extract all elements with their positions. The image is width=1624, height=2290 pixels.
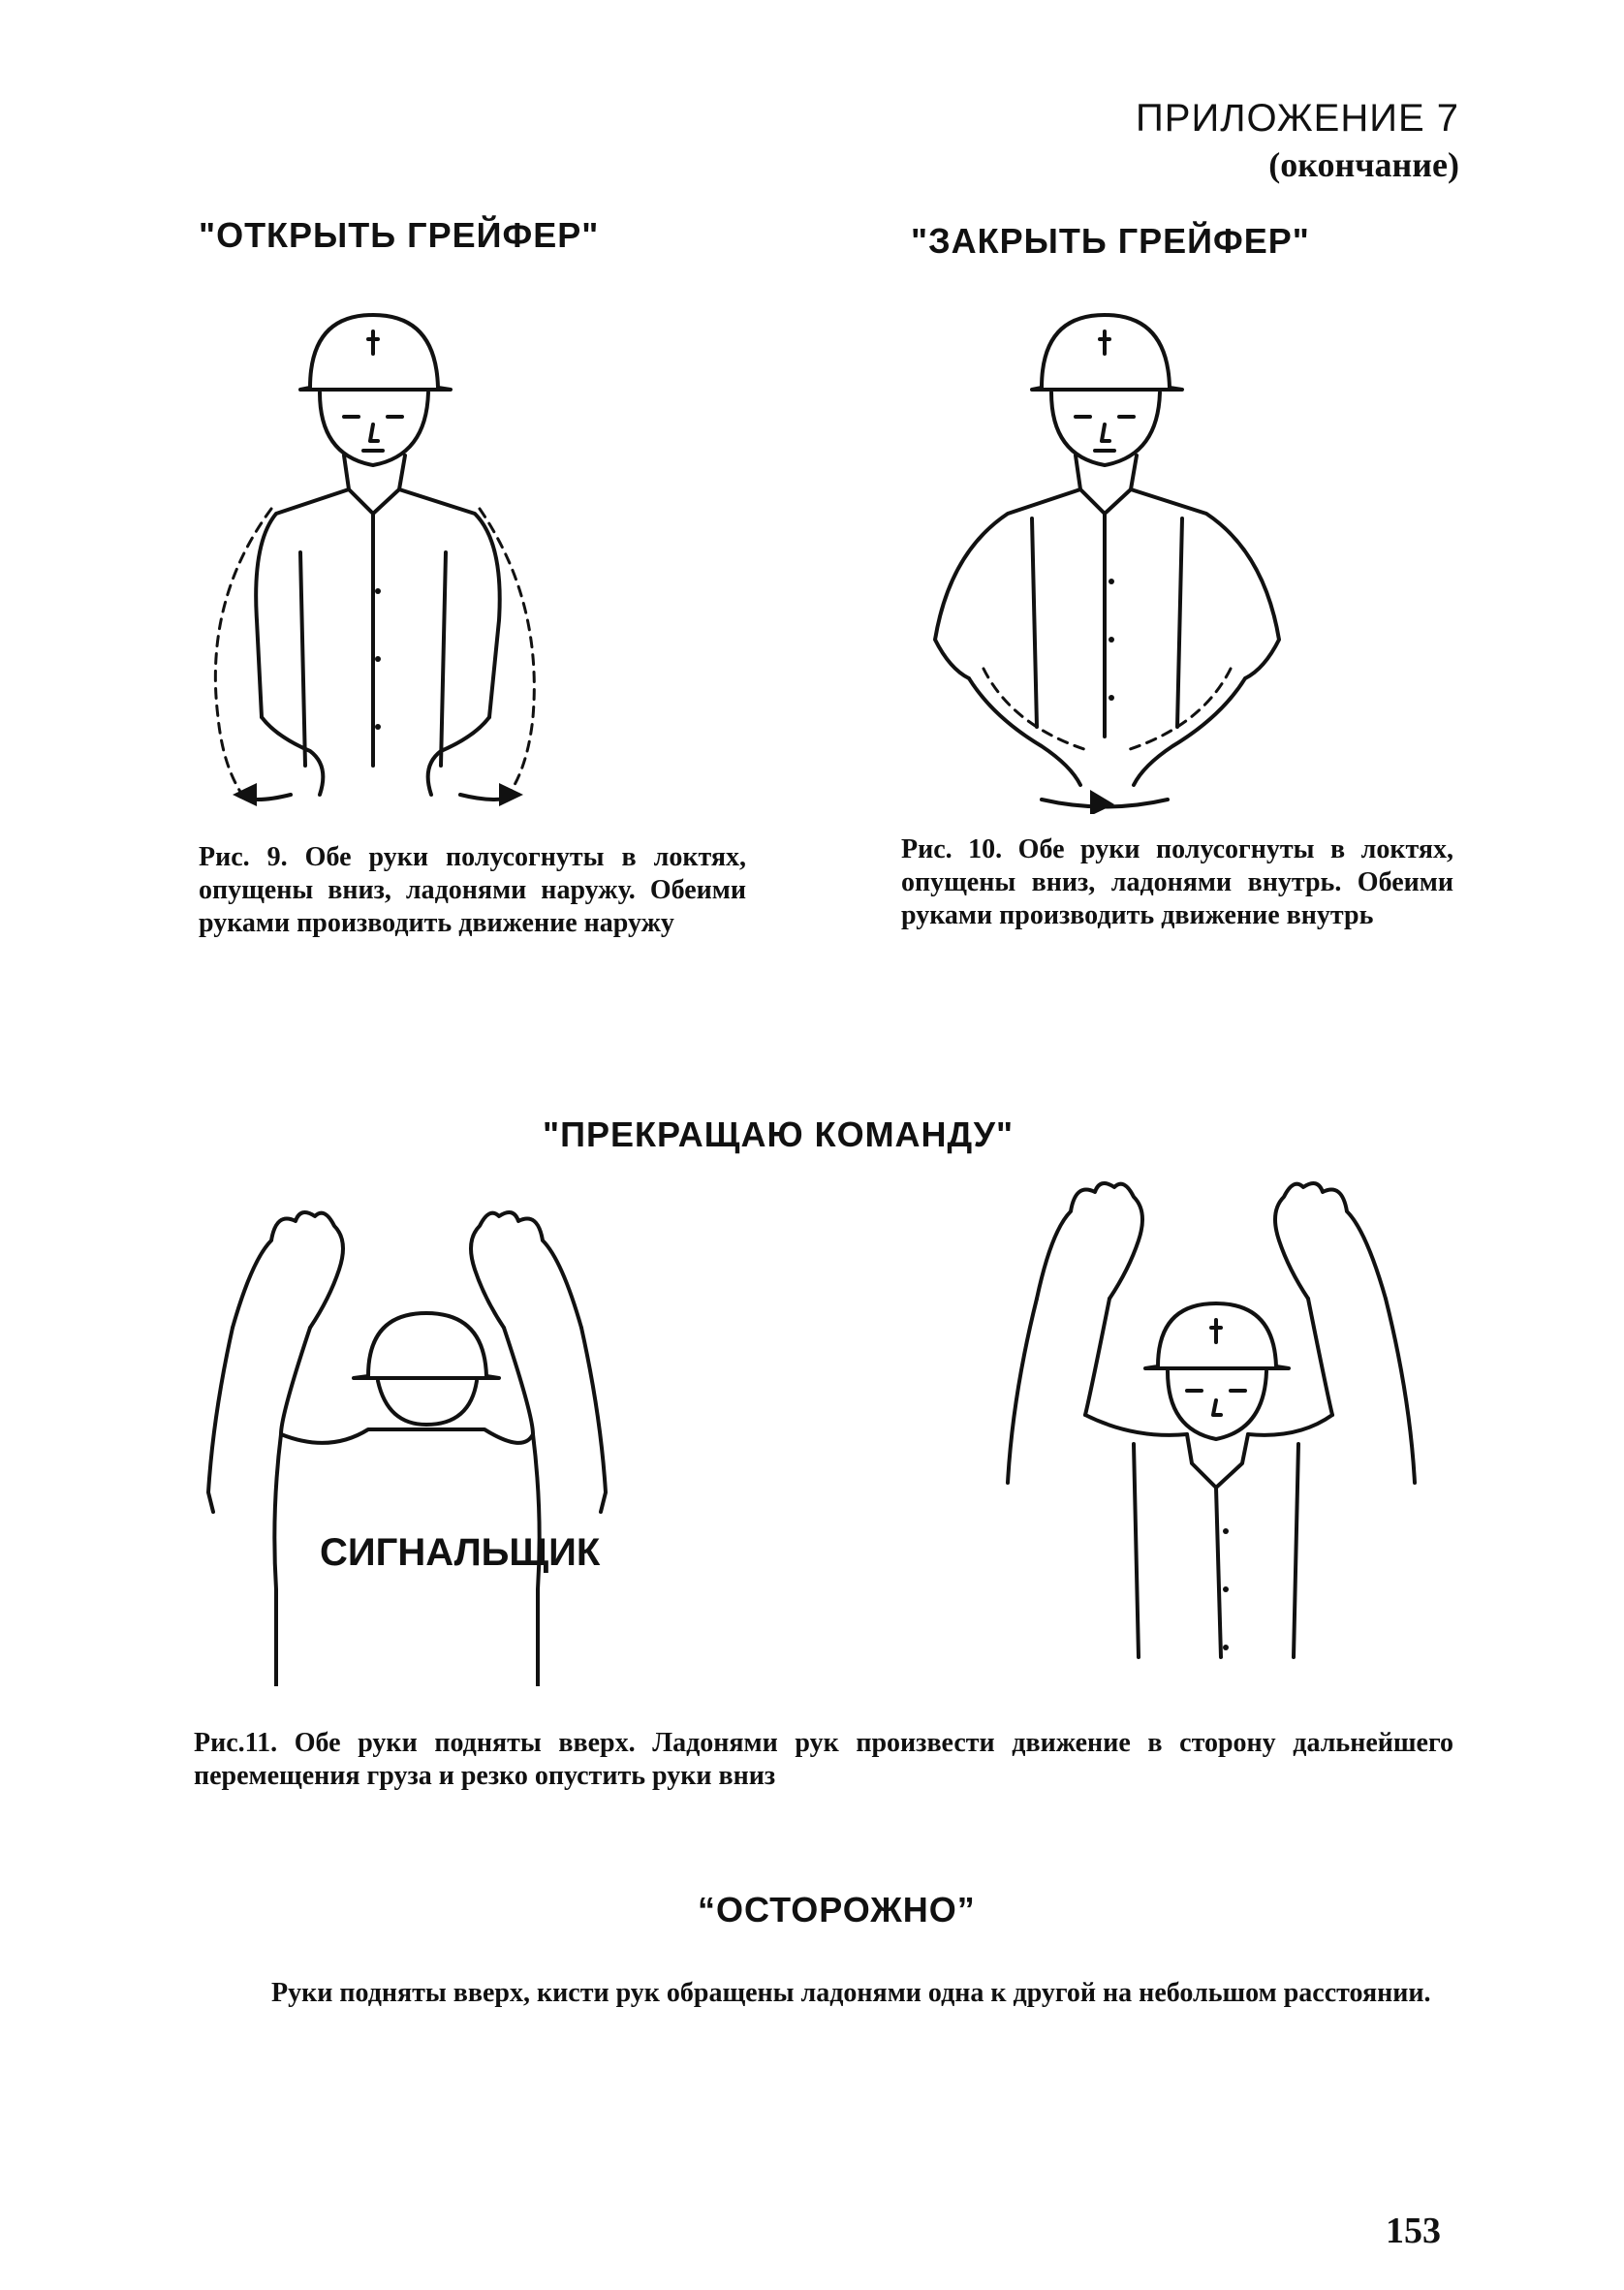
caption-figure-11: Рис.11. Обе руки подняты вверх. Ладонями рук произвести движение в сторону дальнейшего перемещения груза и резко опустить руки вниз: [194, 1728, 1453, 1791]
heading-caution: “ОСТОРОЖНО”: [698, 1890, 976, 1929]
caption-figure-9: Рис. 9. Обе руки полусогнуты в локтях, опущены вниз, ладонями наружу. Обеими руками производить движение наружу: [199, 842, 746, 938]
appendix-subtitle: (окончание): [1268, 145, 1459, 184]
figure-10-close-grab-illustration: [896, 310, 1303, 814]
page-number: 153: [1386, 2211, 1441, 2251]
back-label: СИГНАЛЬЩИК: [320, 1531, 601, 1574]
figure-9-open-grab-illustration: [184, 310, 572, 814]
appendix-header: [1136, 97, 1459, 185]
figure-11-back-view-illustration: [194, 1202, 620, 1686]
caption-figure-10: Рис. 10. Обе руки полусогнуты в локтях, опущены вниз, ладонями внутрь. Обеими руками производить движение внутрь: [901, 834, 1453, 930]
figure-11-front-view-illustration: [979, 1173, 1424, 1677]
heading-open-grab: "ОТКРЫТЬ ГРЕЙФЕР": [199, 215, 600, 255]
heading-stop-command: "ПРЕКРАЩАЮ КОМАНДУ": [543, 1114, 1015, 1154]
heading-close-grab: "ЗАКРЫТЬ ГРЕЙФЕР": [911, 221, 1310, 261]
caution-paragraph: Руки подняты вверх, кисти рук обращены ладонями одна к другой на небольшом расстоянии.: [271, 1978, 1431, 2008]
appendix-title: ПРИЛОЖЕНИЕ 7: [1136, 97, 1459, 140]
